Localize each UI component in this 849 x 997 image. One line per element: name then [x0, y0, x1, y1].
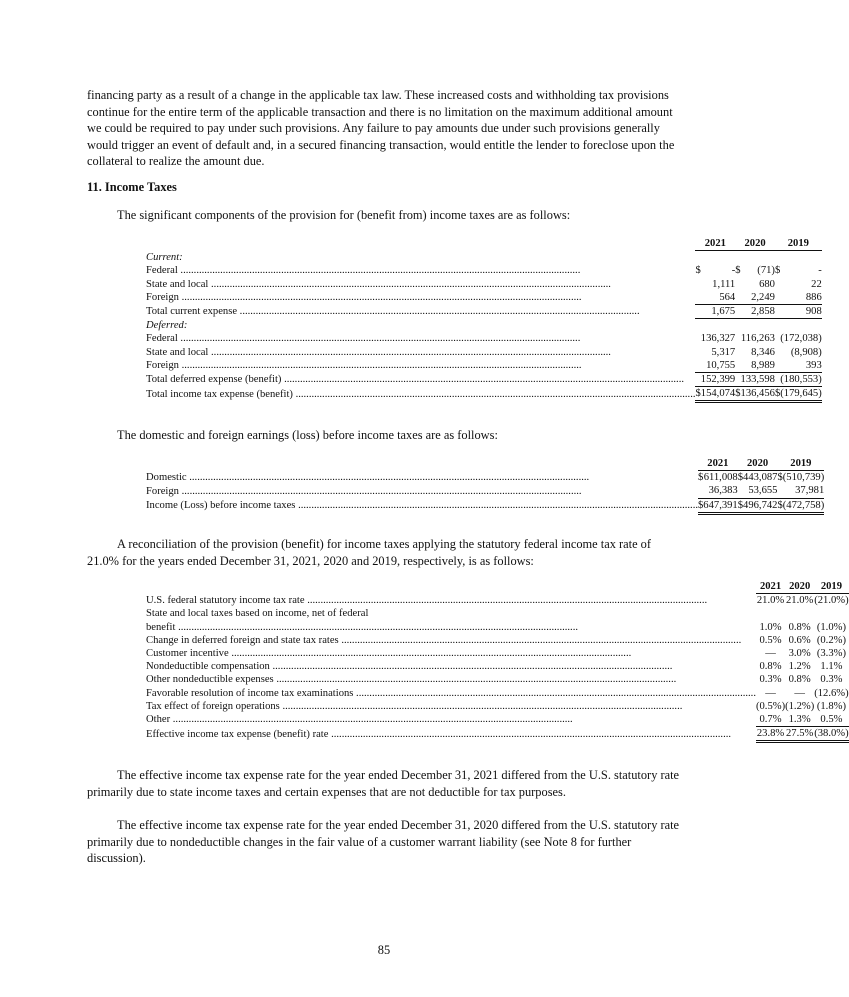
year-header: 2019 — [777, 457, 824, 471]
row-label: Other nondeductible expenses ..... — [146, 674, 676, 685]
cell-value: 8,989 — [741, 359, 775, 373]
cell-value: (172,038) — [780, 333, 822, 345]
cell-value: 0.3% — [820, 674, 843, 686]
table-row — [146, 484, 824, 498]
row-label: Tax effect of foreign operations ..... — [146, 701, 682, 712]
cell-value: 443,087 — [743, 472, 778, 484]
continuation-paragraph: financing party as a result of a change in the applicable tax law. These increased costs and withholding tax provisions continue for the entire term of the applicable transaction and there is no limitation on the maximum additional amount we could be required to pay under such provisions. Any failure to pay amounts due under such provisions generally would trigger an event of default and, in a secured financing transaction, would entitle the lender to foreclose upon the collateral to realize the amount due. — [87, 88, 675, 168]
cell-value: (38.0%) — [814, 727, 848, 742]
table-row — [146, 305, 822, 319]
cell-value: 0.5% — [814, 713, 848, 727]
cell-value: (472,758) — [783, 498, 825, 513]
cell-value: (12.6%) — [814, 687, 849, 699]
year-header: 2019 — [814, 580, 848, 594]
reconciliation-intro: A reconciliation of the provision (benefit) for income taxes applying the statutory federal income tax rate of 21.0% for the years ended December 31, 2021, 2020 and 2019, respectively, is as follows: — [87, 537, 651, 568]
cell-value: 1,675 — [701, 305, 735, 319]
currency-symbol: $ — [698, 472, 704, 484]
table-header-row — [146, 457, 824, 471]
row-label: Other ..... — [146, 714, 573, 725]
cell-value: 27.5% — [785, 727, 814, 742]
year-header: 2019 — [775, 237, 822, 251]
cell-value: 53,655 — [743, 484, 777, 498]
year-header: 2021 — [698, 457, 738, 471]
cell-value: (1.2%) — [785, 700, 815, 712]
cell-value: (0.5%) — [755, 700, 786, 712]
cell-value: 0.6% — [788, 634, 811, 646]
row-label: Favorable resolution of income tax examinations ..... — [146, 688, 756, 699]
table-row — [146, 673, 849, 686]
year-header: 2020 — [735, 237, 775, 251]
table-row — [146, 373, 822, 387]
cell-value: 21.0% — [756, 595, 785, 607]
row-label: State and local taxes based on income, net of federal — [146, 608, 369, 620]
cell-value: 1.3% — [785, 713, 814, 727]
cell-value: 1,111 — [712, 278, 736, 290]
table-row — [146, 700, 849, 713]
table-row — [146, 278, 822, 291]
cell-value: 496,742 — [743, 498, 777, 513]
year-header: 2020 — [738, 457, 778, 471]
table-row — [146, 660, 849, 673]
cell-value: 22 — [811, 278, 822, 290]
earnings-intro: The domestic and foreign earnings (loss) before income taxes are as follows: — [117, 428, 498, 442]
earnings-table — [146, 457, 824, 515]
table-row — [146, 359, 822, 373]
cell-value: 564 — [701, 291, 735, 305]
year-header: 2021 — [695, 237, 735, 251]
row-label: State and local ..... — [146, 279, 611, 290]
row-label: Customer incentive ..... — [146, 648, 631, 659]
table-row — [146, 647, 849, 660]
cell-value: 21.0% — [785, 595, 814, 607]
cell-value: 10,755 — [701, 359, 735, 373]
row-label: Change in deferred foreign and state tax rates ..... — [146, 635, 741, 646]
cell-value: 1.1% — [820, 661, 843, 673]
cell-value: 647,391 — [703, 498, 737, 513]
table-row — [146, 346, 822, 359]
currency-symbol: $ — [774, 265, 781, 277]
cell-value: 0.3% — [759, 674, 782, 686]
cell-value: 133,598 — [740, 374, 775, 385]
table-row — [146, 607, 849, 620]
year-header: 2020 — [785, 580, 814, 594]
currency-symbol: $ — [777, 498, 782, 513]
effective-rate-2020-paragraph: The effective income tax expense rate for the year ended December 31, 2020 differed from the U.S. statutory rate primarily due to nondeductible changes in the fair value of a customer warrant liability (see Note 8 for further discussion). — [87, 818, 680, 865]
row-label: U.S. federal statutory income tax rate ..... — [146, 595, 707, 606]
cell-value: — — [765, 648, 776, 660]
cell-value: 3.0% — [788, 648, 811, 660]
table-header-row — [146, 237, 822, 251]
table-row — [146, 594, 849, 608]
cell-value: 0.8% — [788, 621, 811, 633]
row-label: benefit ..... — [146, 622, 578, 633]
row-label: Total current expense ..... — [146, 306, 640, 317]
cell-value: 23.8% — [756, 727, 785, 742]
effective-rate-2021-paragraph: The effective income tax expense rate for the year ended December 31, 2021 differed from the U.S. statutory rate primarily due to state income taxes and certain expenses that are not deductible for tax purposes. — [87, 768, 680, 799]
cell-value: 2,858 — [741, 305, 775, 319]
table-row — [146, 471, 824, 485]
table-row — [146, 264, 822, 277]
table-row — [146, 727, 849, 742]
cell-value: 136,456 — [741, 387, 775, 402]
cell-value: (8,908) — [790, 346, 822, 358]
row-label: Domestic ..... — [146, 472, 589, 483]
tax-components-intro: The significant components of the provision for (benefit from) income taxes are as follows: — [117, 208, 571, 222]
table-row — [146, 498, 824, 513]
currency-symbol: $ — [737, 472, 744, 484]
currency-symbol: $ — [698, 498, 703, 513]
current-subheading: Current: — [146, 251, 183, 263]
cell-value: 1.2% — [788, 661, 811, 673]
cell-value: (3.3%) — [816, 648, 846, 660]
cell-value: (1.8%) — [816, 700, 846, 712]
table-row — [146, 291, 822, 305]
cell-value: (71) — [757, 265, 775, 277]
cell-value: 37,981 — [783, 484, 825, 498]
currency-symbol: $ — [735, 387, 740, 402]
cell-value: — — [794, 687, 805, 699]
cell-value: (179,645) — [780, 387, 822, 402]
cell-value: 0.5% — [759, 634, 782, 646]
currency-symbol: $ — [695, 387, 700, 402]
cell-value: 680 — [759, 278, 775, 290]
cell-value: 0.7% — [756, 713, 785, 727]
table-row — [146, 332, 822, 345]
cell-value: (510,739) — [782, 472, 825, 484]
tax-provision-table — [146, 237, 822, 403]
cell-value: 154,074 — [701, 387, 735, 402]
row-label: Nondeductible compensation ..... — [146, 661, 672, 672]
cell-value: 908 — [780, 305, 822, 319]
cell-value: 2,249 — [741, 291, 775, 305]
year-header: 2021 — [756, 580, 785, 594]
deferred-subheading: Deferred: — [146, 319, 188, 331]
table-row — [146, 713, 849, 727]
row-label: Total deferred expense (benefit) ..... — [146, 374, 684, 385]
row-label: State and local ..... — [146, 347, 611, 358]
table-row — [146, 621, 849, 634]
row-label: Foreign ..... — [146, 360, 582, 371]
row-label: Federal ..... — [146, 265, 580, 276]
cell-value: (180,553) — [780, 374, 822, 385]
currency-symbol: $ — [775, 387, 780, 402]
cell-value: (1.0%) — [816, 621, 846, 633]
cell-value: 136,327 — [700, 333, 736, 345]
cell-value: 152,399 — [700, 374, 736, 385]
cell-value: (0.2%) — [816, 634, 846, 646]
cell-value: 0.8% — [788, 674, 811, 686]
table-header-row — [146, 580, 849, 594]
row-label: Foreign ..... — [146, 486, 582, 497]
cell-value: 611,008 — [703, 472, 738, 484]
currency-symbol: $ — [695, 265, 701, 277]
cell-value: 393 — [780, 359, 822, 373]
cell-value: 1.0% — [759, 621, 782, 633]
cell-value: 8,346 — [751, 346, 775, 358]
row-label: Federal ..... — [146, 333, 580, 344]
page-number: 85 — [377, 943, 391, 957]
table-row — [146, 634, 849, 647]
cell-value: 0.8% — [759, 661, 782, 673]
section-heading: 11. Income Taxes — [87, 180, 177, 194]
table-row — [146, 687, 849, 700]
currency-symbol: $ — [738, 498, 743, 513]
table-row — [146, 387, 822, 402]
cell-value: 5,317 — [711, 346, 736, 358]
cell-value: (21.0%) — [814, 595, 849, 607]
row-label: Foreign ..... — [146, 292, 582, 303]
cell-value: 886 — [780, 291, 822, 305]
cell-value: - — [731, 265, 736, 277]
rate-reconciliation-table — [146, 580, 849, 743]
cell-value: 36,383 — [703, 484, 737, 498]
row-label: Effective income tax expense (benefit) rate ..... — [146, 729, 731, 740]
row-label: Total income tax expense (benefit) ..... — [146, 389, 695, 400]
currency-symbol: $ — [777, 472, 783, 484]
row-label: Income (Loss) before income taxes ..... — [146, 500, 698, 511]
cell-value: - — [818, 265, 822, 277]
cell-value: 116,263 — [740, 333, 775, 345]
currency-symbol: $ — [735, 265, 741, 277]
cell-value: — — [765, 687, 776, 699]
